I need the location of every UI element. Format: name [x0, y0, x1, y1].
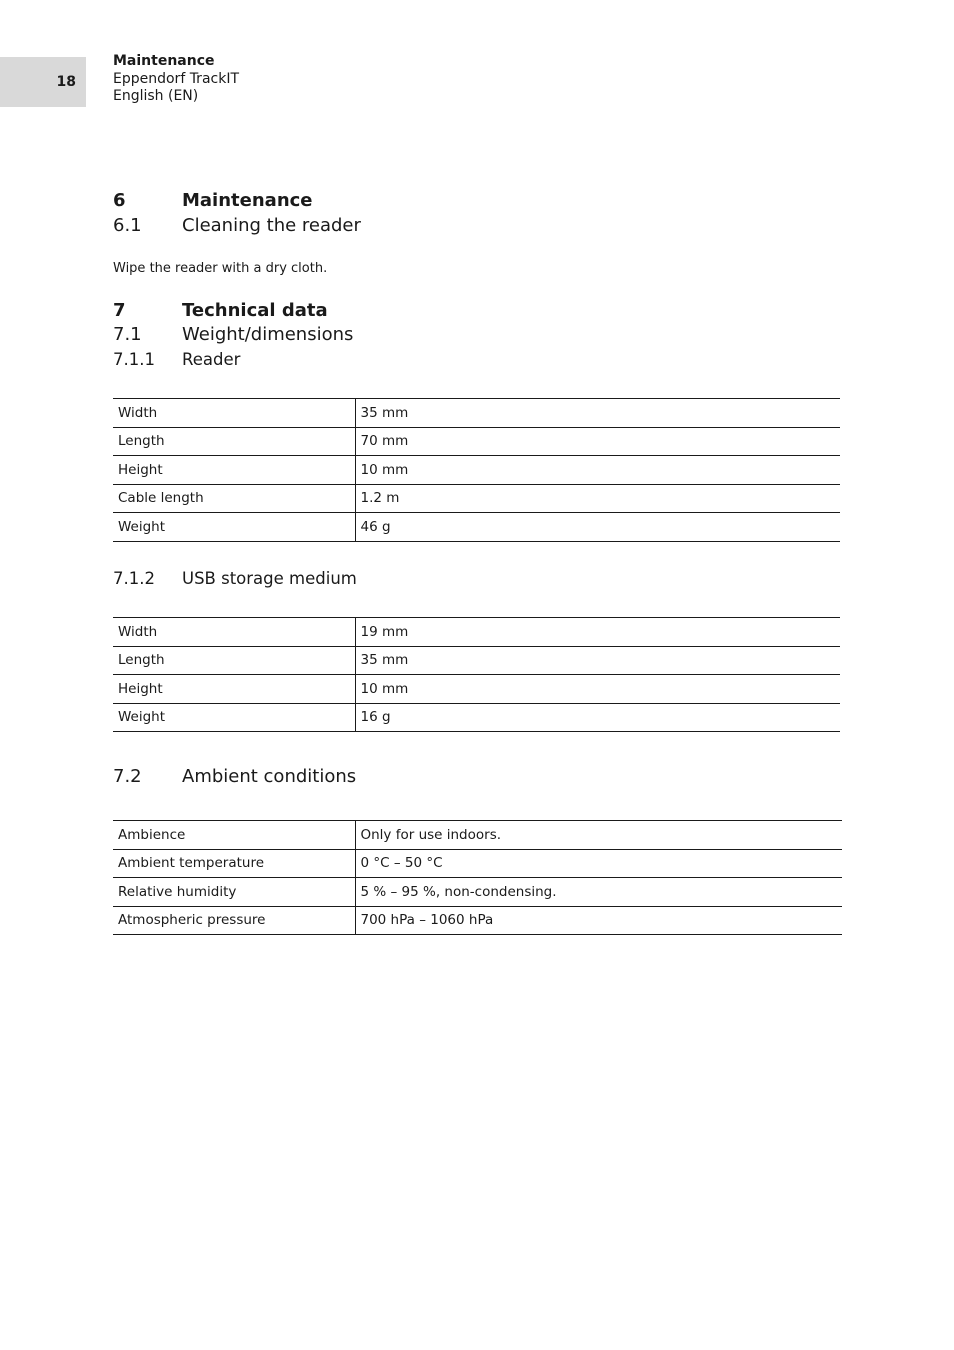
row-value: 0 °C – 50 °C: [355, 849, 842, 878]
table-row: [113, 906, 842, 935]
row-label: Width: [113, 399, 355, 428]
heading-7-1-1: [113, 350, 240, 369]
heading-number: 7.1: [113, 324, 142, 345]
heading-number: 7.1.2: [113, 569, 155, 588]
heading-number: 7.1.1: [113, 350, 155, 369]
table-row: [113, 427, 840, 456]
running-header: [113, 53, 239, 106]
heading-6-1: [113, 215, 361, 236]
row-value: 46 g: [355, 513, 840, 542]
heading-7-2: [113, 766, 356, 787]
row-label: Length: [113, 427, 355, 456]
row-label: Height: [113, 675, 355, 704]
heading-number: 7.2: [113, 766, 142, 787]
page-number: 18: [56, 74, 76, 90]
table-row: [113, 821, 842, 850]
heading-6: [113, 190, 313, 211]
heading-title: Technical data: [182, 300, 328, 321]
table-row: [113, 484, 840, 513]
heading-number: 6: [113, 190, 126, 211]
heading-title: USB storage medium: [182, 569, 357, 588]
table-row: [113, 399, 840, 428]
row-value: 1.2 m: [355, 484, 840, 513]
row-label: Width: [113, 618, 355, 647]
ambient-conditions-table: [113, 820, 842, 935]
cleaning-instruction: Wipe the reader with a dry cloth.: [113, 261, 328, 276]
row-value: 19 mm: [355, 618, 840, 647]
row-label: Ambience: [113, 821, 355, 850]
row-value: 70 mm: [355, 427, 840, 456]
row-label: Length: [113, 646, 355, 675]
heading-7-1: [113, 324, 353, 345]
row-label: Relative humidity: [113, 878, 355, 907]
running-header-language: English (EN): [113, 88, 199, 104]
row-value: 10 mm: [355, 456, 840, 485]
row-value: 10 mm: [355, 675, 840, 704]
usb-dimensions-table: [113, 617, 840, 732]
row-label: Atmospheric pressure: [113, 906, 355, 935]
heading-number: 6.1: [113, 215, 142, 236]
table-row: [113, 618, 840, 647]
heading-title: Maintenance: [182, 190, 313, 211]
table-row: [113, 878, 842, 907]
row-label: Ambient temperature: [113, 849, 355, 878]
row-label: Weight: [113, 513, 355, 542]
row-value: 35 mm: [355, 646, 840, 675]
heading-title: Reader: [182, 350, 241, 369]
heading-number: 7: [113, 300, 126, 321]
row-value: 16 g: [355, 703, 840, 732]
heading-title: Weight/dimensions: [182, 324, 354, 345]
heading-title: Ambient conditions: [182, 766, 357, 787]
heading-title: Cleaning the reader: [182, 215, 361, 236]
row-value: 35 mm: [355, 399, 840, 428]
running-header-product: Eppendorf TrackIT: [113, 70, 240, 87]
table-row: [113, 849, 842, 878]
table-row: [113, 513, 840, 542]
row-value: 5 % – 95 %, non-condensing.: [355, 878, 842, 907]
heading-7-1-2: [113, 569, 357, 588]
row-label: Weight: [113, 703, 355, 732]
table-row: [113, 675, 840, 704]
page-number-tab: [0, 57, 86, 107]
reader-dimensions-table: [113, 398, 840, 542]
table-row: [113, 703, 840, 732]
running-header-section: Maintenance: [113, 53, 215, 69]
row-value: Only for use indoors.: [355, 821, 842, 850]
table-row: [113, 456, 840, 485]
table-row: [113, 646, 840, 675]
row-value: 700 hPa – 1060 hPa: [355, 906, 842, 935]
heading-7: [113, 300, 328, 321]
row-label: Height: [113, 456, 355, 485]
row-label: Cable length: [113, 484, 355, 513]
